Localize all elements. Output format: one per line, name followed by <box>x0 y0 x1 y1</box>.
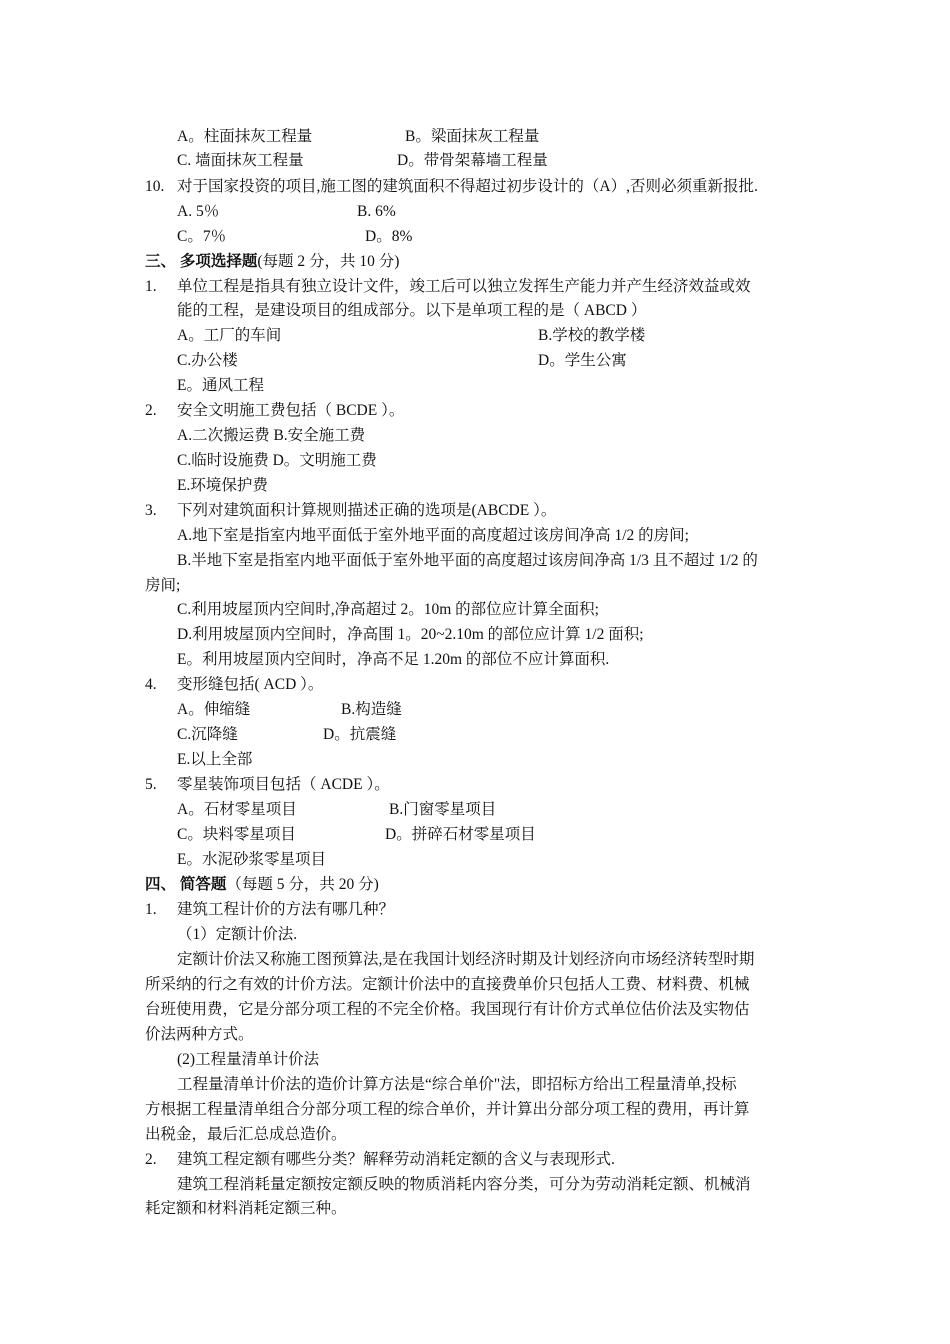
q10-option-a: A. 5％ <box>177 203 220 220</box>
s4-q2-number: 2. <box>145 1151 157 1168</box>
s4-q1-number: 1. <box>145 901 157 918</box>
section4-note: （每题 5 分，共 20 分) <box>226 876 379 893</box>
s3-q3-text: 下列对建筑面积计算规则描述正确的选项是(ABCDE ）。 <box>177 502 557 519</box>
q10-option-d: D。8% <box>365 228 413 245</box>
s4-q1-p2-line2: 方根据工程量清单组合分部分项工程的综合单价，并计算出分部分项工程的费用，再计算 <box>145 1101 750 1118</box>
s3-q1-line1: 单位工程是指具有独立设计文件，竣工后可以独立发挥生产能力并产生经济效益或效 <box>177 278 751 295</box>
q10-option-b: B. 6% <box>357 203 396 220</box>
section3-note: (每题 2 分，共 10 分) <box>257 253 400 270</box>
s3-q5-option-d: D。拼碎石材零星项目 <box>385 826 536 843</box>
s3-q5-text: 零星装饰项目包括（ ACDE ）。 <box>177 776 390 793</box>
s3-q5-number: 5. <box>145 776 157 793</box>
s3-q2-text: 安全文明施工费包括（ BCDE ）。 <box>177 402 405 419</box>
s3-q1-option-c: C.办公楼 <box>177 352 238 369</box>
s4-q1-sub2: (2)工程量清单计价法 <box>177 1051 320 1068</box>
s4-q2-p-line1: 建筑工程消耗量定额按定额反映的物质消耗内容分类，可分为劳动消耗定额、机械消 <box>177 1176 751 1193</box>
s3-q2-number: 2. <box>145 402 157 419</box>
s4-q1-sub1: （1）定额计价法. <box>177 926 298 943</box>
s3-q2-options-ab: A.二次搬运费 B.安全施工费 <box>177 427 366 444</box>
s3-q1-option-d: D。学生公寓 <box>538 352 627 369</box>
s4-q1-p1-line3: 台班使用费，它是分部分项工程的不完全价格。我国现行有计价方式单位估价法及实物估 <box>145 1001 750 1018</box>
q10-text: 对于国家投资的项目,施工图的建筑面积不得超过初步设计的（A）,否则必须重新报批. <box>177 178 758 195</box>
s3-q3-option-b-line2: 房间; <box>145 577 181 594</box>
s3-q5-option-a: A。石材零星项目 <box>177 801 297 818</box>
s4-q1-p1-line2: 所采纳的行之有效的计价方法。定额计价法中的直接费单价只包括人工费、材料费、机械 <box>145 976 750 993</box>
s3-q1-number: 1. <box>145 278 157 295</box>
s3-q4-option-d: D。抗震缝 <box>323 726 397 743</box>
s3-q5-option-e: E。水泥砂浆零星项目 <box>177 851 326 868</box>
s3-q2-option-e: E.环境保护费 <box>177 477 268 494</box>
s4-q2-text: 建筑工程定额有哪些分类？解释劳动消耗定额的含义与表现形式. <box>177 1151 615 1168</box>
q9-option-b: B。梁面抹灰工程量 <box>405 128 540 145</box>
s3-q5-option-b: B.门窗零星项目 <box>389 801 497 818</box>
s3-q3-option-d: D.利用坡屋顶内空间时，净高围 1。20~2.10m 的部位应计算 1/2 面积; <box>177 626 644 643</box>
s4-q1-p2-line1: 工程量清单计价法的造价计算方法是“综合单价"法，即招标方给出工程量清单,投标 <box>177 1076 737 1093</box>
s4-q2-p-line2: 耗定额和材料消耗定额三种。 <box>145 1200 347 1217</box>
s3-q3-option-a: A.地下室是指室内地平面低于室外地平面的高度超过该房间净高 1/2 的房间; <box>177 527 689 544</box>
q9-option-c: C. 墙面抹灰工程量 <box>177 152 304 169</box>
s3-q4-option-c: C.沉降缝 <box>177 726 238 743</box>
q10-number: 10. <box>145 178 165 195</box>
s3-q4-option-e: E.以上全部 <box>177 751 253 768</box>
s3-q3-option-c: C.利用坡屋顶内空间时,净高超过 2。10m 的部位应计算全面积; <box>177 601 599 618</box>
s4-q1-text: 建筑工程计价的方法有哪几种？ <box>177 901 395 918</box>
s3-q3-number: 3. <box>145 502 157 519</box>
s3-q1-line2: 能的工程，是建设项目的组成部分。以下是单项工程的是（ ABCD ） <box>177 302 647 319</box>
s4-q1-p2-line3: 出税金，最后汇总成总造价。 <box>145 1126 347 1143</box>
s3-q4-number: 4. <box>145 676 157 693</box>
s3-q2-options-cd: C.临时设施费 D。文明施工费 <box>177 452 377 469</box>
s3-q1-option-b: B.学校的教学楼 <box>538 327 646 344</box>
section3-heading <box>145 252 399 272</box>
section4-title: 四、 简答题 <box>145 876 227 893</box>
q9-option-d: D。带骨架幕墙工程量 <box>397 152 548 169</box>
s4-q1-p1-line1: 定额计价法又称施工图预算法,是在我国计划经济时期及计划经济向市场经济转型时期 <box>177 951 755 968</box>
s3-q3-option-e: E。利用坡屋顶内空间时，净高不足 1.20m 的部位不应计算面积. <box>177 651 610 668</box>
s3-q5-option-c: C。块料零星项目 <box>177 826 296 843</box>
section3-title: 三、 多项选择题 <box>145 253 258 270</box>
s3-q4-option-b: B.构造缝 <box>341 701 402 718</box>
s3-q3-option-b-line1: B.半地下室是指室内地平面低于室外地平面的高度超过该房间净高 1/3 且不超过 1/2 的 <box>177 552 758 569</box>
s3-q1-option-e: E。通风工程 <box>177 377 264 394</box>
q9-option-a: A。柱面抹灰工程量 <box>177 128 313 145</box>
s3-q4-option-a: A。伸缩缝 <box>177 701 251 718</box>
s4-q1-p1-line4: 价法两种方式。 <box>145 1026 254 1043</box>
s3-q1-option-a: A。工厂的车间 <box>177 327 282 344</box>
s3-q4-text: 变形缝包括( ACD ）。 <box>177 676 324 693</box>
section4-heading <box>145 875 379 895</box>
q10-option-c: C。7％ <box>177 228 227 245</box>
